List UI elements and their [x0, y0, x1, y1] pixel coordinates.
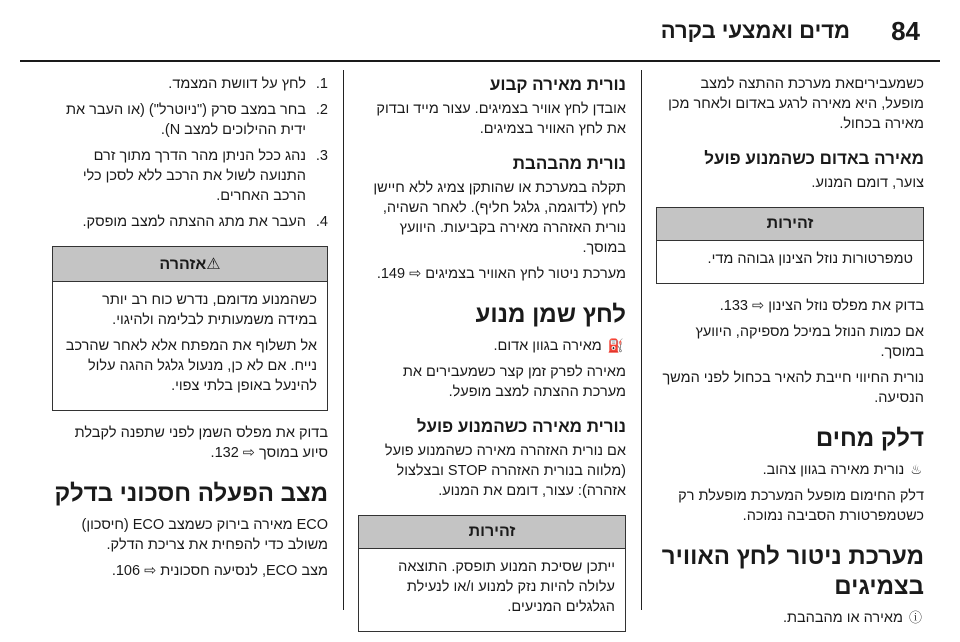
- steps-list: [52, 74, 328, 232]
- caution-text: טמפרטורות נוזל הצינון גבוהה מדי.: [707, 251, 913, 267]
- fuel-text: ♨ נורית מאירה בגוון צהוב.: [762, 462, 922, 478]
- air-text: ⓘ מאירה או מהבהבת.: [782, 610, 922, 626]
- caution-title: זהירות: [359, 516, 625, 549]
- caution-text: ייתכן שסיכת המנוע תופסק. התוצאה עלולה להיות נזק למנוע ו/או לנעילת הגלגלים המניעים.: [398, 559, 615, 615]
- oil-text: ⛽ מאירה בגוון אדום.: [493, 338, 624, 354]
- list-item: 2. בחר במצב סרק ("ניוטרל") (או העבר את ידית ההילוכים למצב N).: [65, 102, 328, 138]
- warning-title: ⚠אזהרה: [53, 247, 327, 282]
- heading-oil-pressure: לחץ שמן מנוע: [475, 301, 626, 328]
- heading-blinking: נורית מהבהבת: [512, 154, 626, 173]
- warning-text-2: אל תשלוף את המפתח אלא לאחר שהרכב נייח. אם לא כן, מנעול גלגל ההגה עלול להינעל באופן בלתי צפוי.: [65, 338, 317, 394]
- heading-eco-mode: מצב הפעלה חסכוני בדלק: [54, 480, 328, 507]
- eco-text: ECO מאירה בירוק כשמצב ECO (חיסכון) משולב כדי להפחית את צריכת הדלק.: [81, 517, 328, 553]
- warning-text-1: כשהמנוע מדומם, נדרש כוח רב יותר במידה משמעותית לבלימה ולהיגוי.: [102, 292, 317, 328]
- column-middle: [358, 74, 626, 642]
- caution-box-oil: [358, 515, 626, 632]
- preheat-icon: ♨: [910, 462, 922, 477]
- column-right: [656, 74, 924, 634]
- heading-tire-pressure-monitoring: מערכת ניטור לחץ האוויר בצמיגים: [661, 543, 924, 600]
- column-divider-left: [343, 70, 344, 610]
- list-item: 3. נהג ככל הניתן מהר הדרך מתוך זרם התנועה לשול את הרכב ללא לסכן כלי הרכב האחרים.: [82, 148, 328, 204]
- blue-before-drive-text: נורית החיווי חייבת להאיר בכחול לפני המשך הנסיעה.: [662, 370, 924, 406]
- heading-tpms-steady: נורית מאירה קבוע: [489, 75, 626, 94]
- oil-run-text: אם נורית האזהרה מאירה כשהמנוע פועל (מלווה בנורית האזהרה STOP ובצלצול אזהרה): עצור, דומם את המנוע.: [384, 443, 626, 499]
- fuel-text-2: דלק החימום מופעל המערכת מופעלת רק כשטמפרטורת הסביבה נמוכה.: [678, 488, 924, 524]
- tire-pressure-icon: ⓘ: [908, 610, 922, 625]
- heading-fuel-preheat: דלק מחים: [815, 425, 924, 452]
- oil-text-2: מאירה לפרק זמן קצר כשמעבירים את מערכת ההצתה למצב מופעל.: [402, 364, 626, 400]
- tpms-text: אובדן לחץ אוויר בצמיגים. עצור מייד ובדוק את לחץ האוויר בצמיגים.: [376, 101, 626, 137]
- red-text: צוער, דומם המנוע.: [811, 175, 924, 191]
- eco-text-2: מצב ECO, לנסיעה חסכונית ⇨ 106.: [111, 563, 328, 579]
- check-oil-text: בדוק את מפלס השמן לפני שתפנה לקבלת סיוע במוסך ⇨ 132.: [74, 425, 328, 461]
- page-title: מדים ואמצעי בקרה: [660, 18, 850, 43]
- column-left: [52, 74, 328, 587]
- caution-box-coolant: [656, 207, 924, 284]
- intro-text: כשמעביריםאת מערכת ההתצה למצב מופעל, היא מאירה לרגע באדום ולאחר מכן מאירה בכחול.: [668, 76, 924, 132]
- heading-red-engine-running: מאירה באדום כשהמנוע פועל: [704, 149, 924, 168]
- heading-oil-engine-running: נורית מאירה כשהמנוע פועל: [416, 417, 626, 436]
- check-coolant-text: בדוק את מפלס נוזל הצינון ⇨ 133.: [719, 298, 924, 314]
- list-item: 4. העבר את מתג ההצתה למצב מופסק.: [82, 214, 328, 230]
- page-number: 84: [891, 16, 920, 46]
- page-header: [0, 0, 960, 62]
- blink-text-2: מערכת ניטור לחץ האוויר בצמיגים ⇨ 149.: [376, 266, 626, 282]
- list-item: 1. לחץ על דוושת המצמד.: [168, 76, 328, 92]
- header-rule: [20, 60, 940, 62]
- blink-text: תקלה במערכת או שהותקן צמיג ללא חיישן לחץ (לדוגמה, גלגל חליף). לאחר השהיה, נורית האזהרה מאירה בקביעות. היוועץ במוסך.: [373, 180, 626, 256]
- caution-title: זהירות: [657, 208, 923, 241]
- warning-box: [52, 246, 328, 411]
- oil-can-icon: ⛽: [607, 338, 624, 353]
- coolant-sufficient-text: אם כמות הנוזל במיכל מספיקה, היוועץ במוסך.: [695, 324, 924, 360]
- column-divider-right: [641, 70, 642, 610]
